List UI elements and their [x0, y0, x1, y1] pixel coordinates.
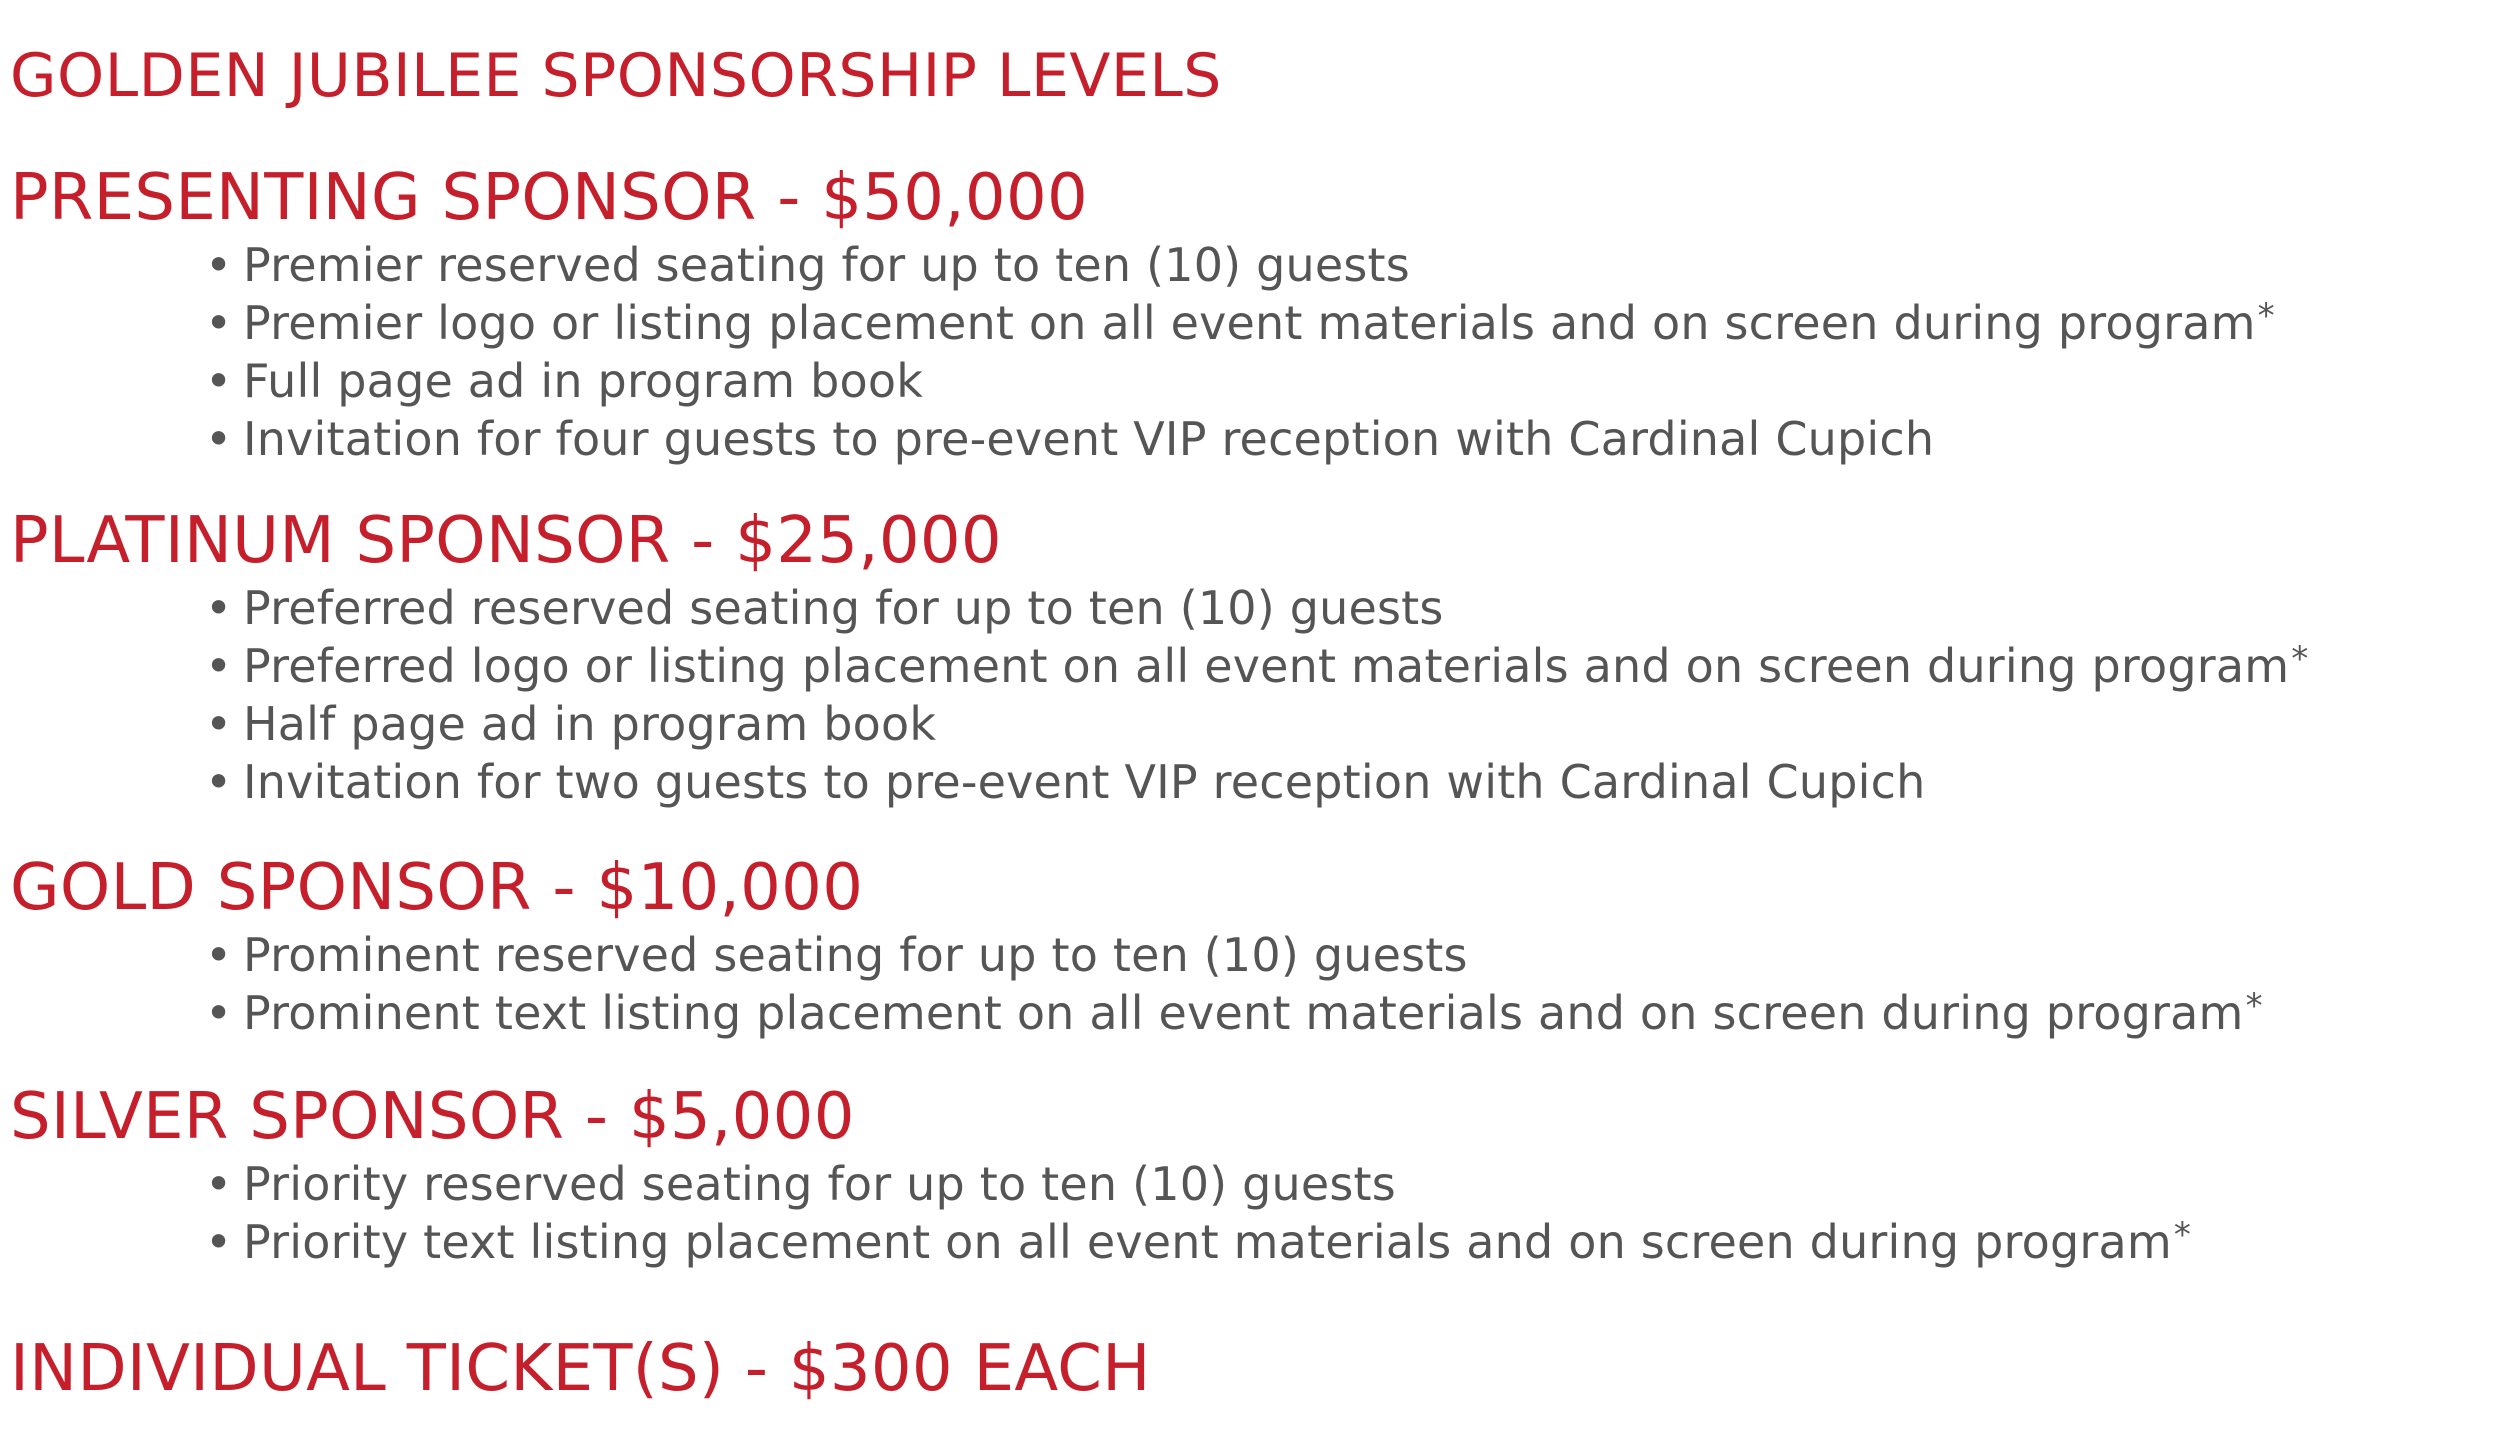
- benefit-text: Premier logo or listing placement on all event materials and on screen during program: [243, 296, 2256, 350]
- benefit-list-presenting: [205, 229, 2275, 466]
- benefit-text: Full page ad in program book: [243, 354, 924, 408]
- benefit-item: [205, 630, 2309, 693]
- benefit-text: Priority text listing placement on all event materials and on screen during program: [243, 1215, 2172, 1269]
- benefit-text: Half page ad in program book: [243, 697, 937, 751]
- benefit-item: [205, 919, 2263, 982]
- benefit-text: Preferred logo or listing placement on all event materials and on screen during program: [243, 639, 2290, 693]
- bullet-icon: •: [205, 412, 233, 466]
- level-heading-individual-tickets: INDIVIDUAL TICKET(S) - $300 EACH: [10, 1332, 1151, 1406]
- bullet-icon: •: [205, 296, 233, 350]
- benefit-item: [205, 572, 2308, 635]
- benefit-item: [205, 229, 2275, 292]
- benefit-list-silver: [205, 1148, 2192, 1269]
- level-heading-presenting: PRESENTING SPONSOR - $50,000: [10, 161, 1088, 235]
- benefit-item: [205, 287, 2275, 350]
- benefit-item: [205, 1148, 2191, 1211]
- benefit-list-platinum: [205, 572, 2309, 809]
- bullet-icon: •: [205, 238, 233, 292]
- benefit-text: Invitation for two guests to pre-event VIP reception with Cardinal Cupich: [243, 755, 1926, 809]
- bullet-icon: •: [205, 639, 233, 693]
- benefit-item: [205, 977, 2263, 1040]
- level-heading-platinum: PLATINUM SPONSOR - $25,000: [10, 504, 1002, 578]
- footnote-asterisk: *: [2245, 986, 2263, 1026]
- bullet-icon: •: [205, 1215, 233, 1269]
- footnote-asterisk: *: [2173, 1215, 2192, 1255]
- bullet-icon: •: [205, 755, 233, 809]
- benefit-item: [205, 403, 2275, 466]
- benefit-text: Prominent text listing placement on all event materials and on screen during program: [243, 986, 2244, 1040]
- level-heading-silver: SILVER SPONSOR - $5,000: [10, 1080, 855, 1154]
- benefit-text: Invitation for four guests to pre-event VIP reception with Cardinal Cupich: [243, 412, 1935, 466]
- bullet-icon: •: [205, 928, 233, 982]
- bullet-icon: •: [205, 986, 233, 1040]
- bullet-icon: •: [205, 697, 233, 751]
- benefit-item: [205, 1206, 2192, 1269]
- benefit-list-gold: [205, 919, 2263, 1040]
- benefit-text: Preferred reserved seating for up to ten (10) guests: [243, 581, 1444, 635]
- benefit-item: [205, 688, 2308, 751]
- bullet-icon: •: [205, 354, 233, 408]
- bullet-icon: •: [205, 581, 233, 635]
- benefit-text: Priority reserved seating for up to ten (10) guests: [243, 1157, 1396, 1211]
- level-heading-gold: GOLD SPONSOR - $10,000: [10, 851, 864, 925]
- footnote-asterisk: *: [2291, 639, 2309, 679]
- bullet-icon: •: [205, 1157, 233, 1211]
- benefit-item: [205, 345, 2275, 408]
- footnote-asterisk: *: [2257, 296, 2275, 336]
- benefit-text: Prominent reserved seating for up to ten (10) guests: [243, 928, 1468, 982]
- benefit-text: Premier reserved seating for up to ten (10) guests: [243, 238, 1410, 292]
- page-title: GOLDEN JUBILEE SPONSORSHIP LEVELS: [10, 41, 1222, 111]
- benefit-item: [205, 746, 2308, 809]
